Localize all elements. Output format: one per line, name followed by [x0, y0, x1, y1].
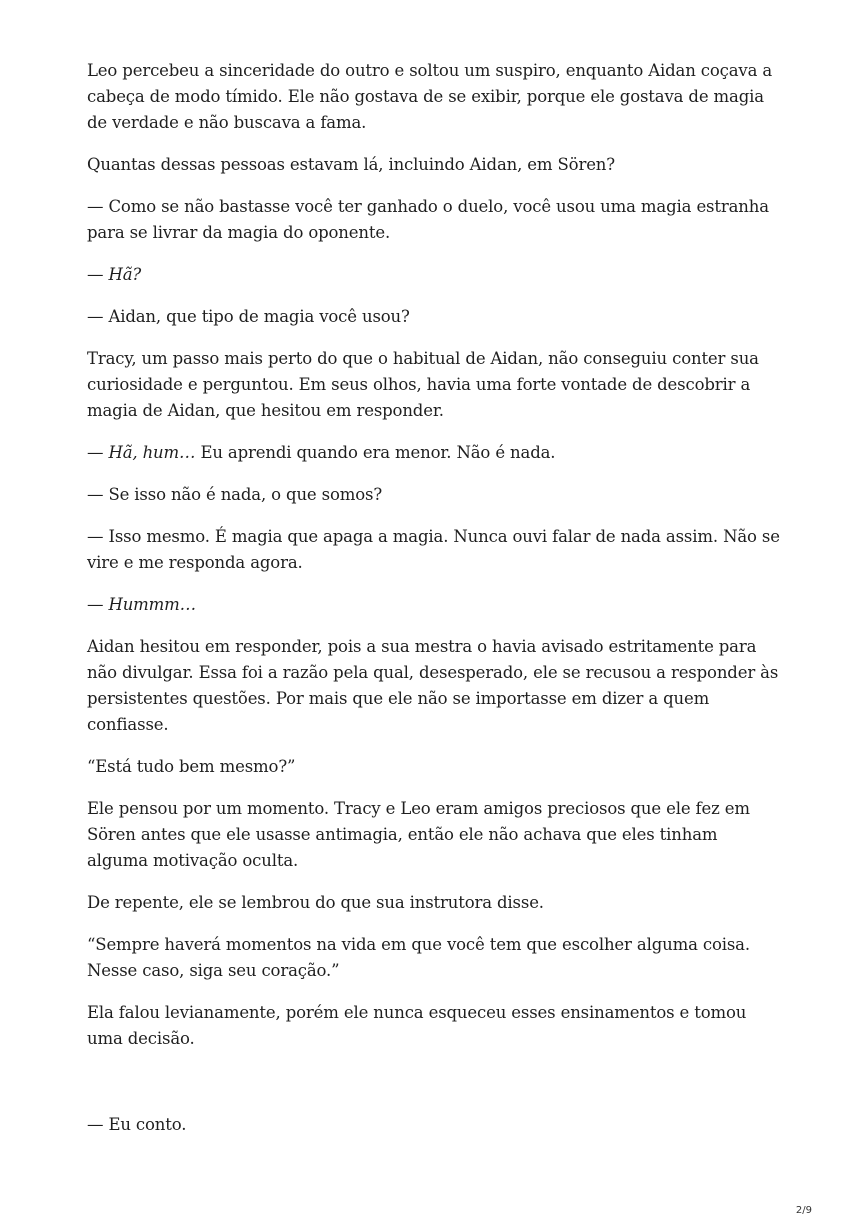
speech-rest: Eu aprendi quando era menor. Não é nada.: [195, 443, 556, 462]
paragraph-5: — Aidan, que tipo de magia você usou?: [87, 307, 410, 326]
paragraph-2: Quantas dessas pessoas estavam lá, incluindo Aidan, em Sören?: [87, 155, 615, 174]
paragraph-16: Ela falou levianamente, porém ele nunca esqueceu esses ensinamentos e tomou uma decisão.: [87, 1003, 747, 1048]
paragraph-10: [87, 592, 782, 618]
italic-speech: Hã, hum…: [108, 443, 196, 462]
paragraph-3: — Como se não bastasse você ter ganhado o duelo, você usou uma magia estranha para se livrar da magia do oponente.: [87, 197, 769, 242]
paragraph-11: Aidan hesitou em responder, pois a sua mestra o havia avisado estritamente para não divulgar. Essa foi a razão pela qual, desesperado, ele se recusou a responder às persistentes questões. Por mais que ele não se importasse em dizer a quem confiasse.: [87, 637, 779, 734]
dialogue-dash: —: [87, 265, 109, 284]
blank-space: [87, 1068, 782, 1112]
paragraph-6: Tracy, um passo mais perto do que o habitual de Aidan, não conseguiu conter sua curiosidade e perguntou. Em seus olhos, havia uma forte vontade de descobrir a magia de Aidan, que hesitou em responder.: [87, 349, 759, 420]
paragraph-17: — Eu conto.: [87, 1115, 187, 1134]
paragraph-13: Ele pensou por um momento. Tracy e Leo eram amigos preciosos que ele fez em Sören antes que ele usasse antimagia, então ele não achava que eles tinham alguma motivação oculta.: [87, 799, 750, 870]
dialogue-dash: —: [87, 443, 109, 462]
page-number: 2/9: [795, 1205, 812, 1216]
paragraph-9: — Isso mesmo. É magia que apaga a magia. Nunca ouvi falar de nada assim. Não se vire e me responda agora.: [87, 527, 780, 572]
paragraph-12: “Está tudo bem mesmo?”: [87, 757, 296, 776]
paragraph-1: Leo percebeu a sinceridade do outro e soltou um suspiro, enquanto Aidan coçava a cabeça de modo tímido. Ele não gostava de se exibir, porque ele gostava de magia de verdade e não buscava a fama.: [87, 61, 773, 132]
paragraph-14: De repente, ele se lembrou do que sua instrutora disse.: [87, 893, 544, 912]
document-page: [87, 58, 782, 1154]
paragraph-15: “Sempre haverá momentos na vida em que você tem que escolher alguma coisa. Nesse caso, siga seu coração.”: [87, 935, 750, 980]
paragraph-7: [87, 440, 782, 466]
paragraph-8: — Se isso não é nada, o que somos?: [87, 485, 383, 504]
paragraph-4: [87, 262, 782, 288]
italic-speech: Hã?: [108, 265, 142, 284]
dialogue-dash: —: [87, 595, 109, 614]
italic-speech: Hummm…: [108, 595, 197, 614]
